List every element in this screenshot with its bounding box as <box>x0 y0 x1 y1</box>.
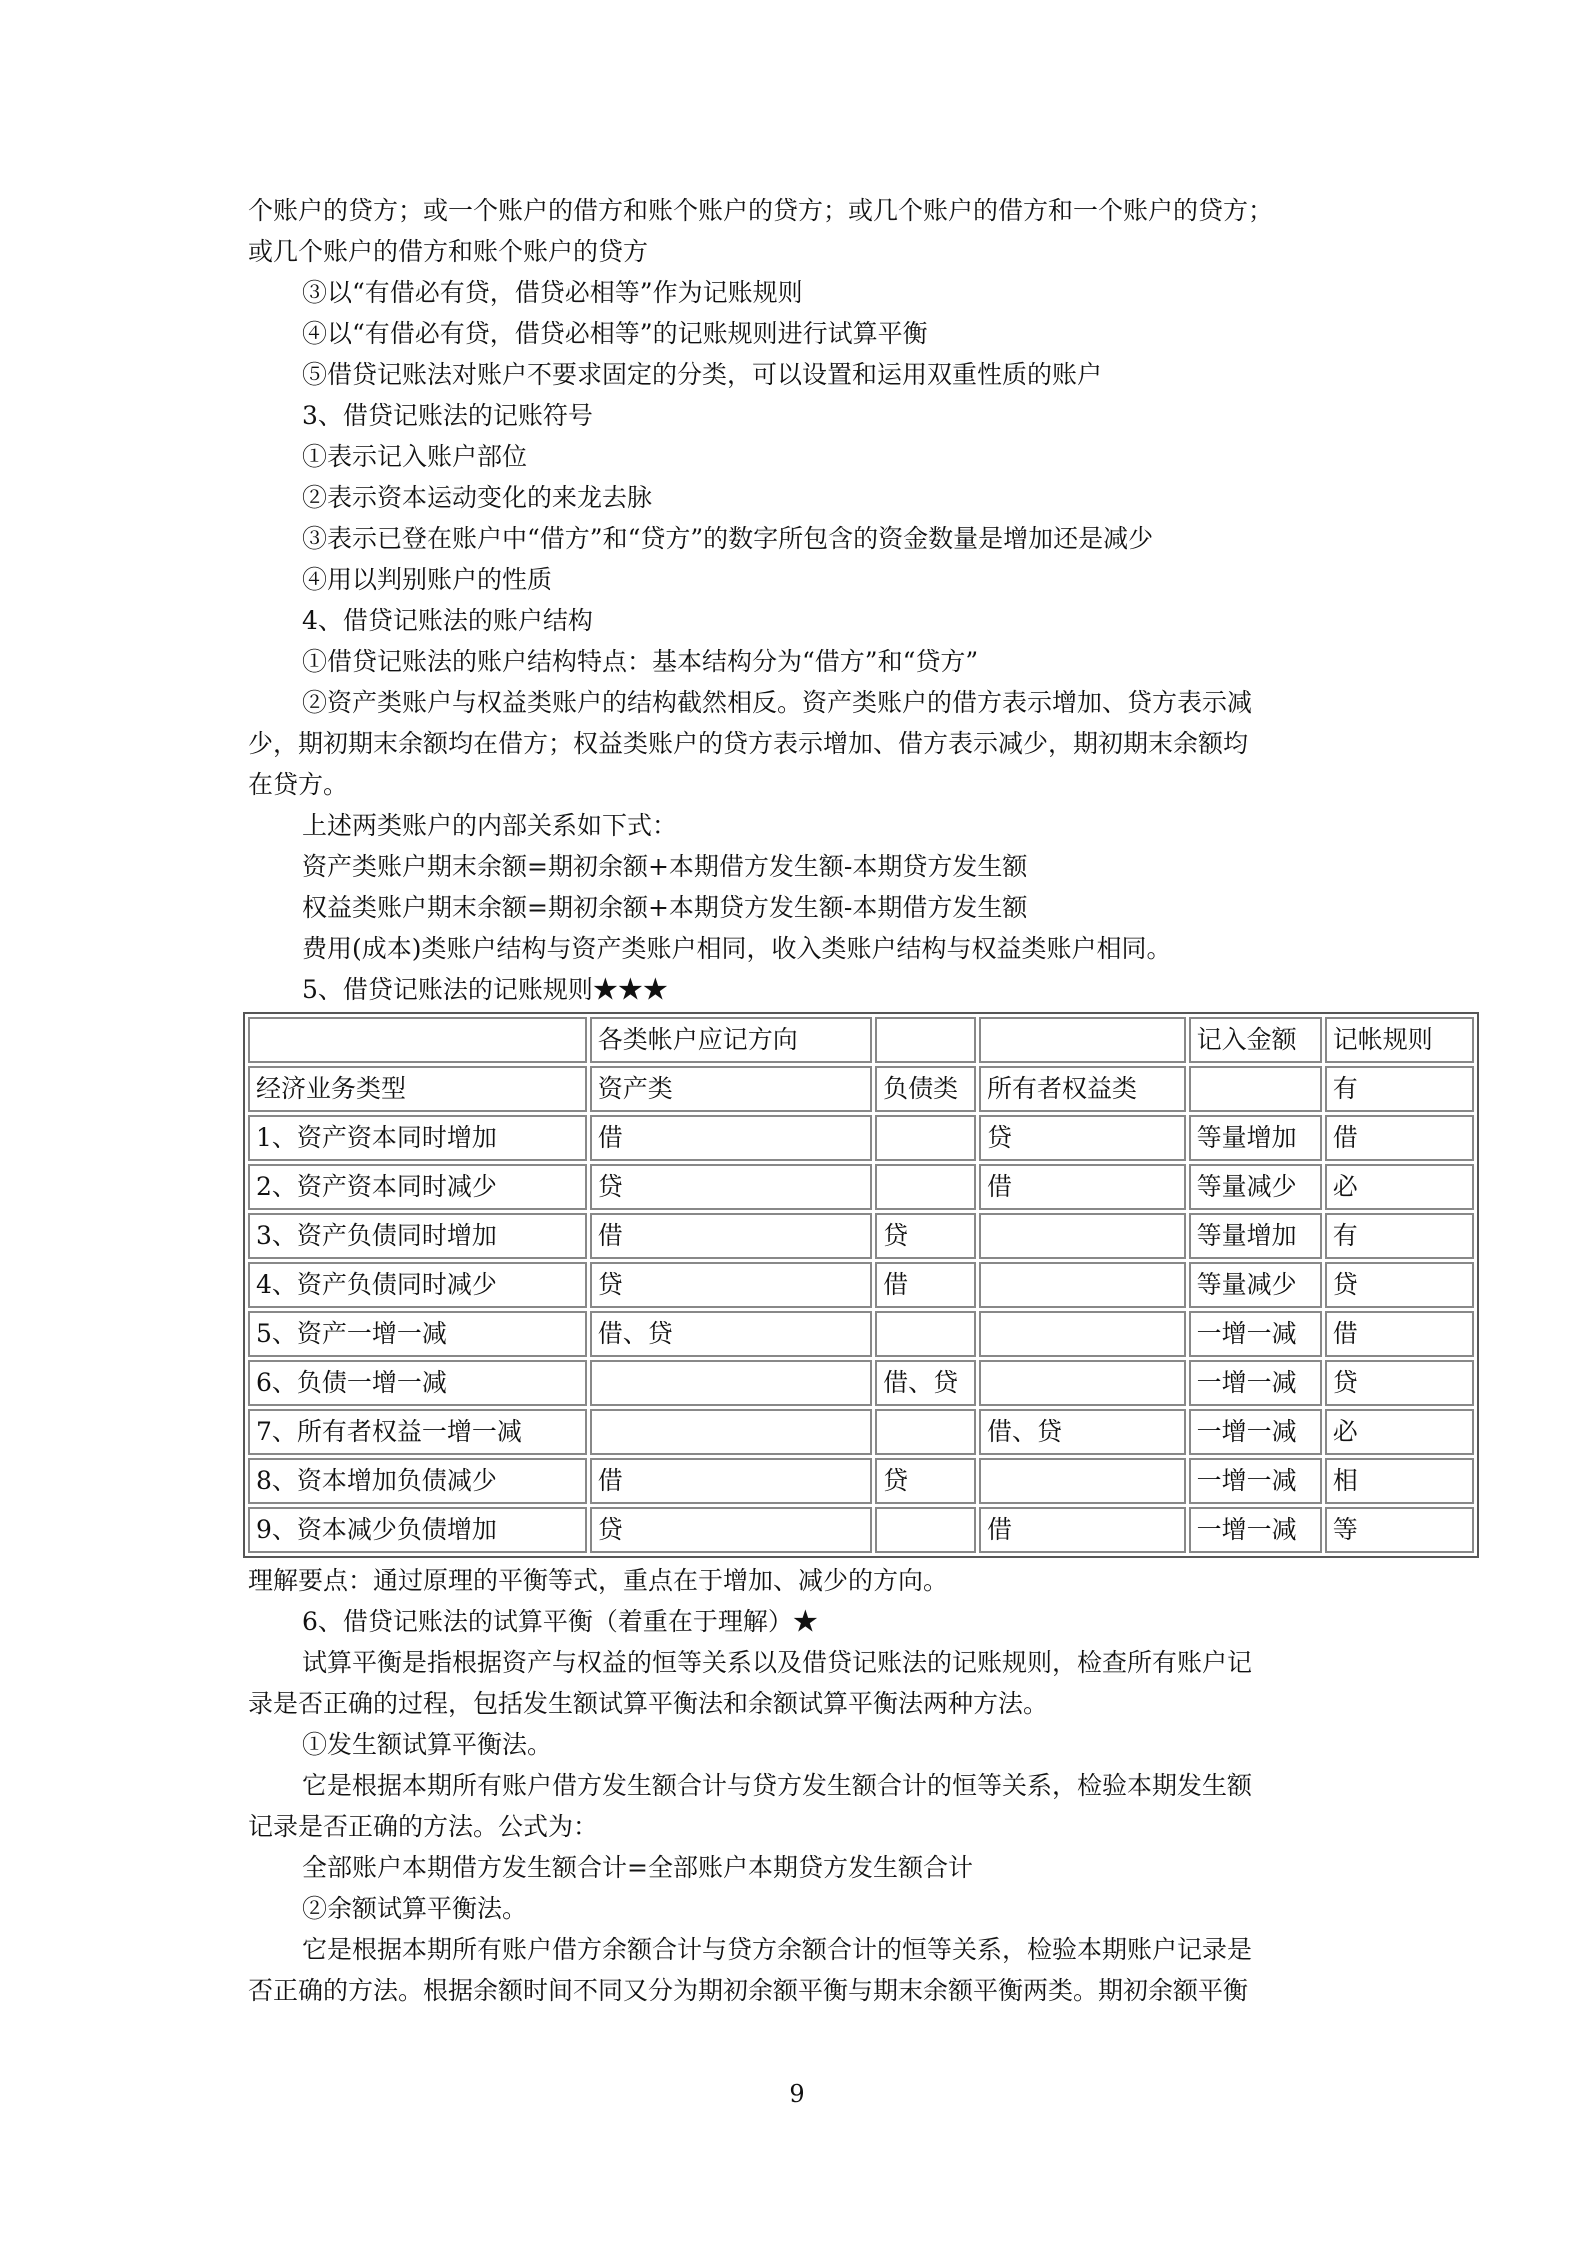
paragraph-line: 它是根据本期所有账户借方发生额合计与贷方发生额合计的恒等关系，检验本期发生额 <box>302 1771 1253 1800</box>
paragraph-line: ①借贷记账法的账户结构特点：基本结构分为“借方”和“贷方” <box>302 647 979 676</box>
table-cell: 贷 <box>1325 1360 1474 1406</box>
table-cell: 贷 <box>875 1213 976 1259</box>
table-cell <box>979 1017 1186 1063</box>
table-cell: 8、资本增加负债减少 <box>248 1458 587 1504</box>
table-cell: 4、资产负债同时减少 <box>248 1262 587 1308</box>
table-cell: 借、贷 <box>875 1360 976 1406</box>
paragraph-line: ⑤借贷记账法对账户不要求固定的分类，可以设置和运用双重性质的账户 <box>302 360 1103 389</box>
table-cell: 一增一减 <box>1189 1311 1322 1357</box>
paragraph-line: 5、借贷记账法的记账规则★★★ <box>302 975 668 1004</box>
table-cell: 记入金额 <box>1189 1017 1322 1063</box>
table-cell: 资产类 <box>590 1066 872 1112</box>
paragraph-line: 理解要点：通过原理的平衡等式，重点在于增加、减少的方向。 <box>248 1566 949 1595</box>
paragraph-line: 6、借贷记账法的试算平衡（着重在于理解）★ <box>302 1607 818 1636</box>
table-cell: 所有者权益类 <box>979 1066 1186 1112</box>
table-cell: 借、贷 <box>979 1409 1186 1455</box>
paragraph-line: 全部账户本期借方发生额合计=全部账户本期贷方发生额合计 <box>302 1853 973 1882</box>
table-cell: 等量增加 <box>1189 1213 1322 1259</box>
text-block-bottom <box>248 1560 1348 2011</box>
table-cell: 6、负债一增一减 <box>248 1360 587 1406</box>
table-cell: 贷 <box>1325 1262 1474 1308</box>
paragraph-line: 4、借贷记账法的账户结构 <box>302 606 593 635</box>
table-cell: 借 <box>590 1458 872 1504</box>
paragraph-line: ②余额试算平衡法。 <box>302 1894 528 1923</box>
page-number: 9 <box>789 2080 805 2108</box>
table-cell: 借 <box>1325 1115 1474 1161</box>
text-block-top <box>248 190 1348 1010</box>
paragraph-line: ③表示已登在账户中“借方”和“贷方”的数字所包含的资金数量是增加还是减少 <box>302 524 1154 553</box>
table-cell: 1、资产资本同时增加 <box>248 1115 587 1161</box>
table-cell: 贷 <box>875 1458 976 1504</box>
paragraph-line: ④用以判别账户的性质 <box>302 565 553 594</box>
table-cell: 贷 <box>590 1262 872 1308</box>
table-cell: 一增一减 <box>1189 1409 1322 1455</box>
table-cell: 借 <box>979 1164 1186 1210</box>
table-cell <box>1189 1066 1322 1112</box>
table-cell <box>590 1360 872 1406</box>
table-cell: 有 <box>1325 1066 1474 1112</box>
paragraph-line: 否正确的方法。根据余额时间不同又分为期初余额平衡与期末余额平衡两类。期初余额平衡 <box>248 1976 1249 2005</box>
paragraph-line: 权益类账户期末余额=期初余额+本期贷方发生额-本期借方发生额 <box>302 893 1028 922</box>
paragraph-line: 或几个账户的借方和账个账户的贷方 <box>248 237 649 266</box>
table-cell: 一增一减 <box>1189 1507 1322 1553</box>
table-row <box>248 1262 1474 1308</box>
table-cell: 3、资产负债同时增加 <box>248 1213 587 1259</box>
paragraph-line: 资产类账户期末余额=期初余额+本期借方发生额-本期贷方发生额 <box>302 852 1028 881</box>
table-cell: 必 <box>1325 1164 1474 1210</box>
table-cell: 借 <box>590 1213 872 1259</box>
paragraph-line: ③以“有借必有贷，借贷必相等”作为记账规则 <box>302 278 803 307</box>
table-cell <box>979 1213 1186 1259</box>
table-row <box>248 1311 1474 1357</box>
table-cell: 借 <box>875 1262 976 1308</box>
table-cell <box>248 1017 587 1063</box>
paragraph-line: 费用(成本)类账户结构与资产类账户相同，收入类账户结构与权益类账户相同。 <box>302 934 1172 963</box>
table-cell: 相 <box>1325 1458 1474 1504</box>
table-cell: 一增一减 <box>1189 1360 1322 1406</box>
paragraph-line: 3、借贷记账法的记账符号 <box>302 401 593 430</box>
table-cell: 贷 <box>590 1507 872 1553</box>
table-cell <box>875 1164 976 1210</box>
table-cell <box>875 1507 976 1553</box>
table-cell: 等量减少 <box>1189 1262 1322 1308</box>
table-cell: 借 <box>979 1507 1186 1553</box>
paragraph-line: 在贷方。 <box>248 770 349 799</box>
table-row <box>248 1507 1474 1553</box>
paragraph-line: 录是否正确的过程，包括发生额试算平衡法和余额试算平衡法两种方法。 <box>248 1689 1049 1718</box>
table-cell <box>875 1409 976 1455</box>
table-cell: 各类帐户应记方向 <box>590 1017 872 1063</box>
table-cell <box>590 1409 872 1455</box>
paragraph-line: ①发生额试算平衡法。 <box>302 1730 553 1759</box>
table-row <box>248 1360 1474 1406</box>
table-cell: 7、所有者权益一增一减 <box>248 1409 587 1455</box>
table-cell <box>875 1115 976 1161</box>
table-cell: 一增一减 <box>1189 1458 1322 1504</box>
paragraph-line: ①表示记入账户部位 <box>302 442 528 471</box>
paragraph-line: 少，期初期末余额均在借方；权益类账户的贷方表示增加、借方表示减少，期初期末余额均 <box>248 729 1249 758</box>
paragraph-line: ④以“有借必有贷，借贷必相等”的记账规则进行试算平衡 <box>302 319 928 348</box>
paragraph-line: 它是根据本期所有账户借方余额合计与贷方余额合计的恒等关系，检验本期账户记录是 <box>302 1935 1253 1964</box>
table-cell: 记帐规则 <box>1325 1017 1474 1063</box>
table-cell <box>979 1262 1186 1308</box>
table-cell: 等量增加 <box>1189 1115 1322 1161</box>
table-cell: 9、资本减少负债增加 <box>248 1507 587 1553</box>
table-cell <box>875 1017 976 1063</box>
table-row <box>248 1213 1474 1259</box>
paragraph-line: ②表示资本运动变化的来龙去脉 <box>302 483 653 512</box>
table-cell <box>979 1360 1186 1406</box>
paragraph-line: 记录是否正确的方法。公式为： <box>248 1812 599 1841</box>
table-row <box>248 1017 1474 1063</box>
page-content <box>248 190 1433 2011</box>
paragraph-line: ②资产类账户与权益类账户的结构截然相反。资产类账户的借方表示增加、贷方表示减 <box>302 688 1253 717</box>
bookkeeping-rules-table <box>243 1012 1479 1558</box>
table-row <box>248 1164 1474 1210</box>
table-cell: 借、贷 <box>590 1311 872 1357</box>
table-cell: 等 <box>1325 1507 1474 1553</box>
table-row <box>248 1066 1474 1112</box>
table-cell: 有 <box>1325 1213 1474 1259</box>
table-cell: 5、资产一增一减 <box>248 1311 587 1357</box>
table-cell <box>875 1311 976 1357</box>
table-cell: 贷 <box>590 1164 872 1210</box>
table-cell: 等量减少 <box>1189 1164 1322 1210</box>
table-cell <box>979 1458 1186 1504</box>
rules-table-body <box>248 1017 1474 1553</box>
table-cell: 经济业务类型 <box>248 1066 587 1112</box>
table-row <box>248 1458 1474 1504</box>
table-row <box>248 1115 1474 1161</box>
table-cell: 必 <box>1325 1409 1474 1455</box>
table-cell: 2、资产资本同时减少 <box>248 1164 587 1210</box>
table-cell: 借 <box>1325 1311 1474 1357</box>
table-row <box>248 1409 1474 1455</box>
paragraph-line: 个账户的贷方；或一个账户的借方和账个账户的贷方；或几个账户的借方和一个账户的贷方； <box>248 196 1274 225</box>
table-cell <box>979 1311 1186 1357</box>
table-cell: 借 <box>590 1115 872 1161</box>
paragraph-line: 试算平衡是指根据资产与权益的恒等关系以及借贷记账法的记账规则，检查所有账户记 <box>302 1648 1253 1677</box>
table-cell: 负债类 <box>875 1066 976 1112</box>
table-cell: 贷 <box>979 1115 1186 1161</box>
paragraph-line: 上述两类账户的内部关系如下式： <box>302 811 678 840</box>
